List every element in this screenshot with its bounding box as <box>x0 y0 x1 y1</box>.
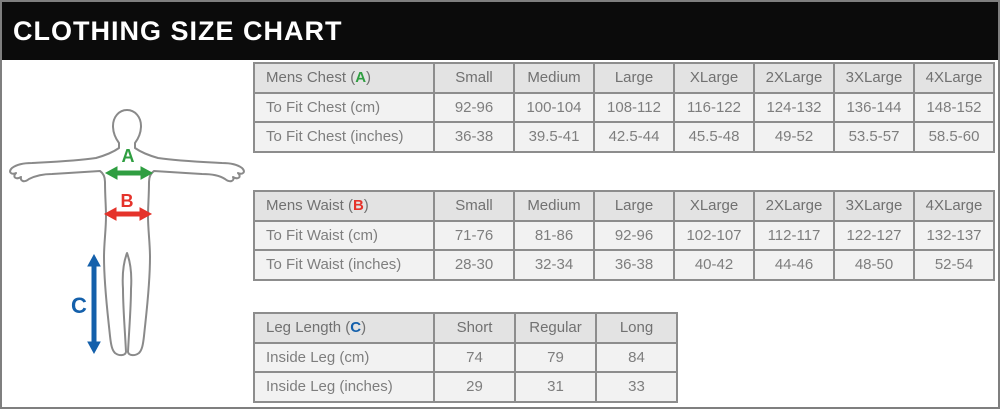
table-header-row <box>254 63 994 93</box>
size-value: 44-46 <box>754 250 834 280</box>
col-header: Large <box>594 191 674 221</box>
size-value: 53.5-57 <box>834 122 914 152</box>
size-value: 40-42 <box>674 250 754 280</box>
size-value: 116-122 <box>674 93 754 123</box>
measure-letter-a: A <box>355 69 367 87</box>
table-row <box>254 122 994 152</box>
size-value: 29 <box>434 372 515 402</box>
size-value: 84 <box>596 343 677 373</box>
size-value: 122-127 <box>834 221 914 251</box>
table-title-text: Mens Waist ( <box>266 197 353 215</box>
size-value: 28-30 <box>434 250 514 280</box>
leg-measure-arrow <box>88 255 100 353</box>
table-title-cell <box>254 63 434 93</box>
col-header: 2XLarge <box>754 63 834 93</box>
table-title-text: Mens Chest ( <box>266 69 356 87</box>
col-header: 4XLarge <box>914 191 994 221</box>
size-value: 74 <box>434 343 515 373</box>
body-diagram-svg <box>2 60 255 409</box>
size-value: 112-117 <box>754 221 834 251</box>
body-measurement-diagram <box>2 60 255 407</box>
mens-chest-table <box>253 62 995 153</box>
row-label: To Fit Waist (inches) <box>254 250 434 280</box>
size-value: 32-34 <box>514 250 594 280</box>
size-value: 136-144 <box>834 93 914 123</box>
size-value: 42.5-44 <box>594 122 674 152</box>
size-value: 71-76 <box>434 221 514 251</box>
size-value: 124-132 <box>754 93 834 123</box>
size-value: 49-52 <box>754 122 834 152</box>
size-value: 102-107 <box>674 221 754 251</box>
table-title-text: ) <box>361 319 367 337</box>
col-header: 2XLarge <box>754 191 834 221</box>
table-title-text: ) <box>363 197 369 215</box>
size-value: 36-38 <box>594 250 674 280</box>
col-header: Small <box>434 63 514 93</box>
row-label: Inside Leg (inches) <box>254 372 434 402</box>
size-value: 148-152 <box>914 93 994 123</box>
table-row <box>254 93 994 123</box>
leg-length-table <box>253 312 678 403</box>
title-bar <box>2 2 998 60</box>
row-label: To Fit Chest (inches) <box>254 122 434 152</box>
waist-label: B <box>120 191 134 211</box>
row-label: To Fit Waist (cm) <box>254 221 434 251</box>
size-value: 132-137 <box>914 221 994 251</box>
col-header: XLarge <box>674 63 754 93</box>
size-value: 79 <box>515 343 596 373</box>
table-row <box>254 221 994 251</box>
measure-letter-b: B <box>352 197 364 215</box>
mens-waist-table <box>253 190 995 281</box>
size-value: 58.5-60 <box>914 122 994 152</box>
col-header: 3XLarge <box>834 63 914 93</box>
table-row <box>254 372 677 402</box>
measure-letter-c: C <box>350 319 362 337</box>
size-value: 33 <box>596 372 677 402</box>
size-value: 36-38 <box>434 122 514 152</box>
size-value: 48-50 <box>834 250 914 280</box>
col-header: Long <box>596 313 677 343</box>
col-header: Small <box>434 191 514 221</box>
size-value: 92-96 <box>434 93 514 123</box>
chest-label: A <box>121 146 135 166</box>
table-header-row <box>254 191 994 221</box>
row-label: To Fit Chest (cm) <box>254 93 434 123</box>
table-title-text: ) <box>366 69 372 87</box>
col-header: 4XLarge <box>914 63 994 93</box>
size-value: 45.5-48 <box>674 122 754 152</box>
leg-label: C <box>71 293 87 318</box>
col-header: 3XLarge <box>834 191 914 221</box>
col-header: Regular <box>515 313 596 343</box>
row-label: Inside Leg (cm) <box>254 343 434 373</box>
size-value: 100-104 <box>514 93 594 123</box>
col-header: Short <box>434 313 515 343</box>
size-value: 31 <box>515 372 596 402</box>
table-row <box>254 250 994 280</box>
col-header: Medium <box>514 63 594 93</box>
size-value: 92-96 <box>594 221 674 251</box>
col-header: Medium <box>514 191 594 221</box>
size-value: 39.5-41 <box>514 122 594 152</box>
col-header: Large <box>594 63 674 93</box>
table-header-row <box>254 313 677 343</box>
size-value: 52-54 <box>914 250 994 280</box>
table-row <box>254 343 677 373</box>
size-value: 108-112 <box>594 93 674 123</box>
table-title-cell <box>254 313 434 343</box>
table-title-text: Leg Length ( <box>266 319 351 337</box>
col-header: XLarge <box>674 191 754 221</box>
page-title: CLOTHING SIZE CHART <box>13 16 343 46</box>
table-title-cell <box>254 191 434 221</box>
size-value: 81-86 <box>514 221 594 251</box>
